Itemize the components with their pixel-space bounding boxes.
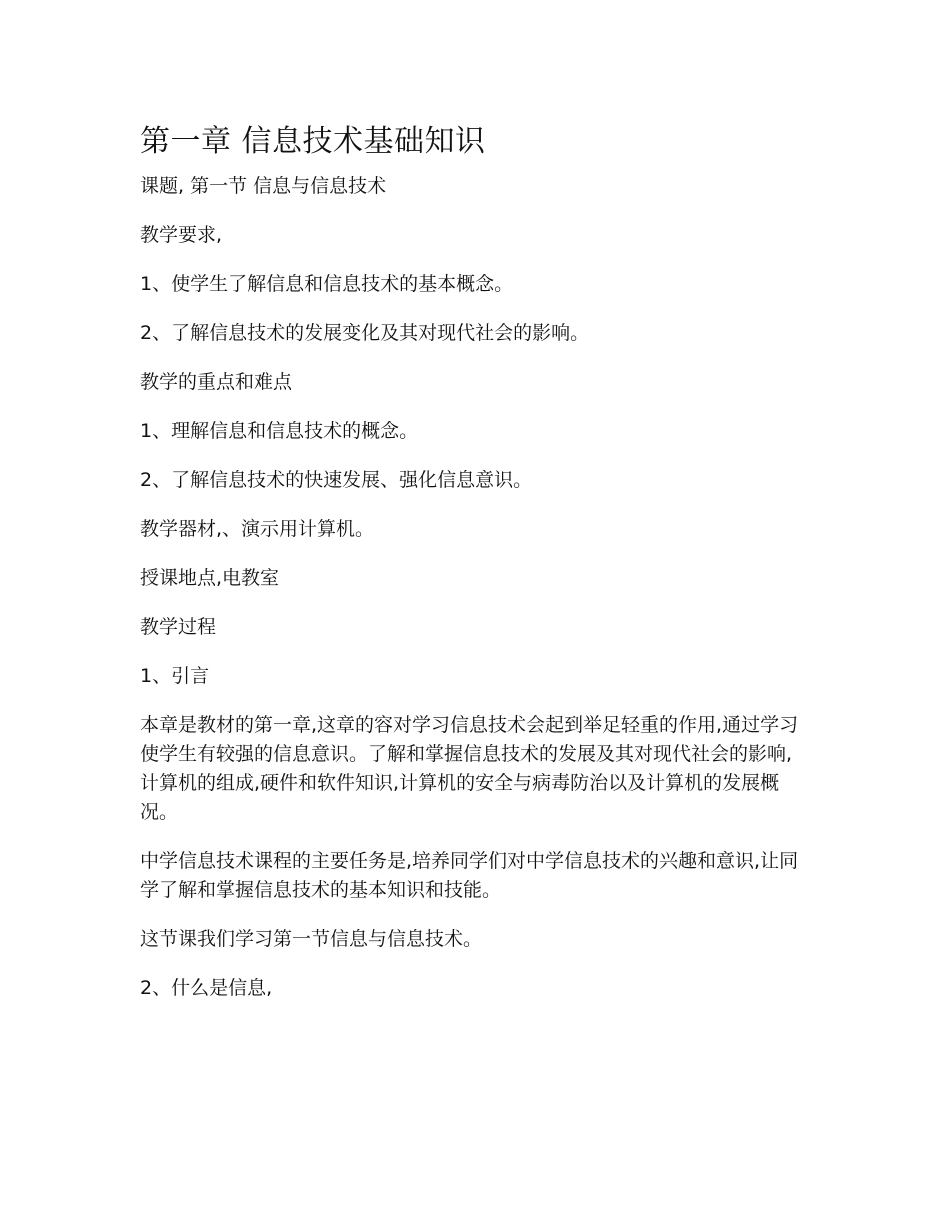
document-title: 第一章 信息技术基础知识	[140, 124, 486, 159]
key-points-heading: 教学的重点和难点	[140, 371, 293, 393]
teaching-requirements-heading: 教学要求,	[140, 224, 223, 246]
introduction-paragraph: 本章是教材的第一章,这章的容对学习信息技术会起到举足轻重的作用,通过学习使学生有较强的信息意识。了解和掌握信息技术的发展及其对现代社会的影响,计算机的组成,硬件和软件知识,计算机的安全与病毒防治以及计算机的发展概况。	[140, 714, 799, 823]
teaching-location: 授课地点,电教室	[140, 567, 280, 589]
key-point-item-2: 2、了解信息技术的快速发展、强化信息意识。	[140, 469, 533, 491]
lesson-intro-line: 这节课我们学习第一节信息与信息技术。	[140, 928, 483, 950]
teaching-equipment: 教学器材,、演示用计算机。	[140, 518, 375, 540]
requirement-item-2: 2、了解信息技术的发展变化及其对现代社会的影响。	[140, 322, 590, 344]
requirement-item-1: 1、使学生了解信息和信息技术的基本概念。	[140, 273, 514, 295]
teaching-process-heading: 教学过程	[140, 616, 217, 638]
what-is-information-heading: 2、什么是信息,	[140, 977, 273, 999]
lesson-topic: 课题, 第一节 信息与信息技术	[140, 175, 387, 197]
key-point-item-1: 1、理解信息和信息技术的概念。	[140, 420, 419, 442]
course-task-paragraph: 中学信息技术课程的主要任务是,培养同学们对中学信息技术的兴趣和意识,让同学了解和掌握信息技术的基本知识和技能。	[140, 850, 799, 901]
introduction-heading: 1、引言	[140, 665, 210, 687]
